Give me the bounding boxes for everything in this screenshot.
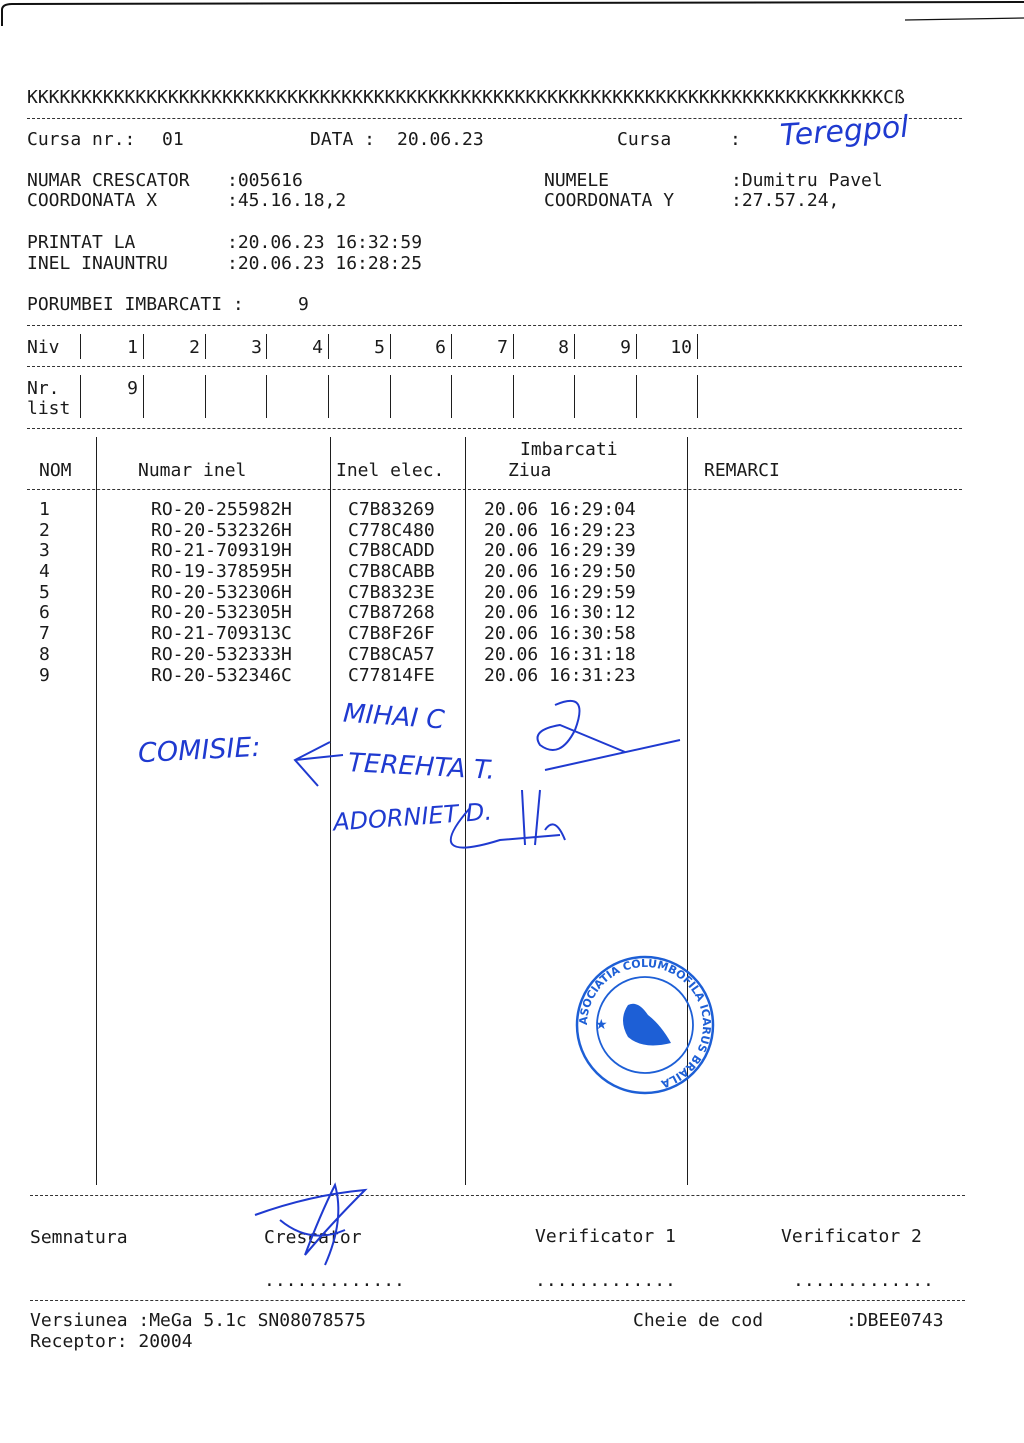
signature-dots: ............. (264, 1270, 405, 1291)
niv-cell: 4 (312, 337, 323, 358)
table-cell-nom: 5 (39, 581, 50, 603)
table-cell-ziua: 20.06 16:30:58 (484, 623, 636, 645)
coord-y: :27.57.24, (731, 190, 840, 211)
table-cell-inel: RO-20-532346C (151, 664, 292, 686)
association-stamp (573, 955, 718, 1095)
table-cell-elec: C77814FE (348, 664, 435, 686)
data-label: DATA : (310, 129, 376, 150)
commission-name-2: TEREHTA T. (347, 748, 496, 786)
cursa-nr-label: Cursa nr.: (27, 129, 136, 150)
table-cell-inel: RO-21-709313C (151, 623, 292, 645)
table-cell-nom: 7 (39, 623, 50, 645)
niv-cell: 9 (620, 337, 631, 358)
table-cell-inel: RO-19-378595H (151, 561, 292, 583)
table-cell-elec: C778C480 (348, 519, 435, 541)
table-cell-nom: 8 (39, 643, 50, 665)
cursa-label: Cursa (617, 129, 672, 150)
cursa-nr: 01 (162, 129, 184, 150)
signature-dots: ............. (535, 1270, 676, 1291)
signature-dots: ............. (793, 1270, 934, 1291)
table-cell-ziua: 20.06 16:29:59 (484, 581, 636, 603)
semnatura-label: Semnatura (30, 1227, 128, 1248)
table-cell-elec: C7B87268 (348, 602, 435, 624)
col-header-numar-inel: Numar inel (138, 460, 247, 481)
numar-crescator: :005616 (227, 170, 303, 191)
table-cell-inel: RO-20-255982H (151, 499, 292, 520)
niv-cell: 7 (497, 337, 508, 358)
table-cell-ziua: 20.06 16:29:23 (484, 519, 636, 541)
table-cell-nom: 3 (39, 540, 50, 562)
col-header-inel-elec: Inel elec. (336, 460, 445, 481)
table-cell-elec: C7B8CABB (348, 561, 435, 583)
table-cell-inel: RO-20-532306H (151, 581, 292, 603)
table-cell-elec: C7B8CADD (348, 540, 435, 562)
verificator-1-label: Verificator 1 (535, 1226, 676, 1247)
niv-cell: 6 (435, 337, 446, 358)
col-header-imbarcati: Imbarcati (520, 439, 618, 460)
printat-label: PRINTAT LA (27, 232, 136, 253)
table-cell-ziua: 20.06 16:29:39 (484, 540, 636, 562)
k-line: KKKKKKKKKKKKKKKKKKKKKKKKKKKKKKKKKKKKKKKKKKKKKKKKKKKKKKKKKKKKKKKKKKKKKKKKKKKKKKKCß (27, 87, 905, 108)
table-cell-elec: C7B8323E (348, 581, 435, 603)
col-header-remarci: REMARCI (704, 460, 780, 481)
inel-inauntru-label: INEL INAUNTRU (27, 253, 168, 274)
table-cell-elec: C7B8CA57 (348, 643, 435, 665)
table-cell-elec: C7B83269 (348, 499, 435, 520)
crescator-signature (250, 1175, 390, 1275)
printat: :20.06.23 16:32:59 (227, 232, 423, 253)
cursa-handwritten: Teregpol (778, 109, 910, 154)
crescator-label: Crescator (264, 1227, 362, 1248)
col-header-ziua: Ziua (508, 460, 552, 481)
svg-text:★: ★ (595, 1017, 608, 1033)
table-cell-inel: RO-20-532333H (151, 643, 292, 665)
table-cell-inel: RO-20-532305H (151, 602, 292, 624)
data-value: 20.06.23 (397, 129, 484, 150)
numele-label: NUMELE (544, 170, 610, 191)
stamp-text: ASOCIATIA COLUMBOFILA ICARUS BRAILA (576, 956, 714, 1091)
niv-cell: 3 (251, 337, 262, 358)
table-cell-nom: 9 (39, 664, 50, 686)
divider (30, 1300, 965, 1301)
verificator-2-label: Verificator 2 (781, 1226, 922, 1247)
table-cell-nom: 2 (39, 519, 50, 541)
receptor: Receptor: 20004 (30, 1331, 193, 1352)
niv-label: Niv (27, 337, 60, 358)
table-cell-nom: 1 (39, 499, 50, 520)
coord-x: :45.16.18,2 (227, 190, 347, 211)
niv-cell: 10 (670, 337, 692, 358)
niv-cell: 2 (189, 337, 200, 358)
cheie-label: Cheie de cod (633, 1310, 764, 1331)
table-cell-ziua: 20.06 16:31:23 (484, 664, 636, 686)
porumbei-label: PORUMBEI IMBARCATI : (27, 294, 244, 315)
cheie-value: :DBEE0743 (846, 1310, 944, 1331)
commission-name-3: ADORNIET D. (332, 797, 493, 837)
table-cell-ziua: 20.06 16:30:12 (484, 602, 636, 624)
list-cell: 9 (127, 378, 138, 399)
table-cell-elec: C7B8F26F (348, 623, 435, 645)
versiunea: Versiunea :MeGa 5.1c SN08078575 (30, 1310, 366, 1331)
table-cell-ziua: 20.06 16:29:04 (484, 499, 636, 520)
table-cell-ziua: 20.06 16:29:50 (484, 561, 636, 583)
table-cell-nom: 6 (39, 602, 50, 624)
coord-y-label: COORDONATA Y (544, 190, 675, 211)
cursa-colon: : (730, 129, 741, 150)
list-label: Nr. (27, 378, 60, 399)
niv-cell: 5 (374, 337, 385, 358)
inel-inauntru: :20.06.23 16:28:25 (227, 253, 423, 274)
table-cell-nom: 4 (39, 561, 50, 583)
table-cell-ziua: 20.06 16:31:18 (484, 643, 636, 665)
table-cell-inel: RO-21-709319H (151, 540, 292, 562)
list-label: list (27, 398, 71, 419)
divider (30, 1195, 965, 1196)
niv-cell: 8 (558, 337, 569, 358)
numar-crescator-label: NUMAR CRESCATOR (27, 170, 190, 191)
col-header-nom: NOM (39, 460, 72, 481)
niv-cell: 1 (127, 337, 138, 358)
commission-name-1: MIHAI C (342, 698, 446, 736)
numele: :Dumitru Pavel (731, 170, 883, 191)
coord-x-label: COORDONATA X (27, 190, 158, 211)
table-cell-inel: RO-20-532326H (151, 519, 292, 541)
porumbei-value: 9 (298, 294, 309, 315)
comisie-handwritten: COMISIE: (137, 731, 262, 770)
